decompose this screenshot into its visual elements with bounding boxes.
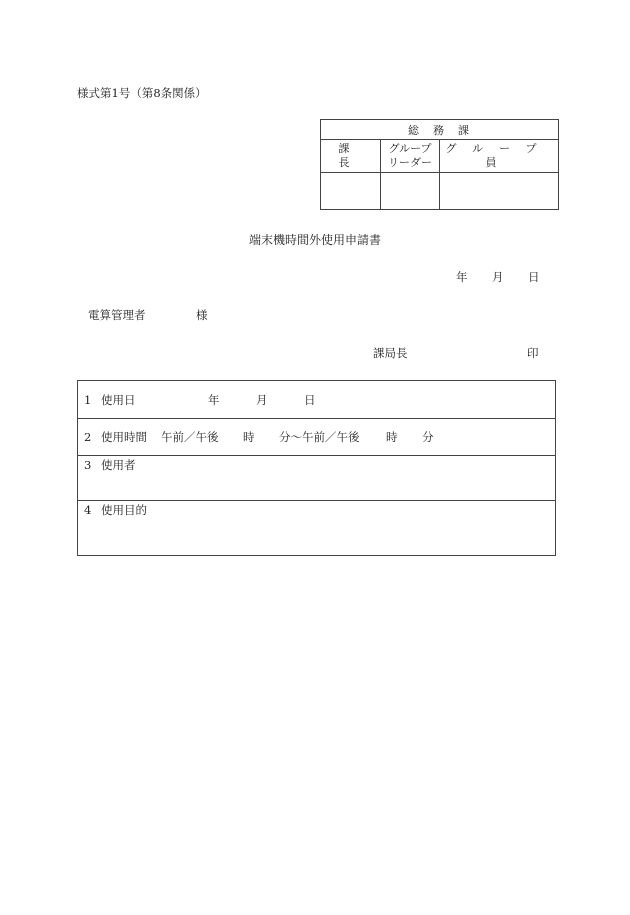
- use-date-year: 年: [208, 393, 220, 407]
- form-title: 端末機時間外使用申請書: [249, 233, 382, 247]
- stamp-box-group-leader[interactable]: [381, 173, 440, 210]
- use-time-hour-2: 時: [386, 430, 398, 444]
- applicant-label: 課局長: [373, 346, 408, 360]
- use-time-minute-1: 分〜午前／午後: [279, 430, 360, 444]
- item-label: 使用時間: [101, 430, 147, 444]
- addressee-honorific: 様: [196, 308, 208, 322]
- item-number: 2: [84, 430, 92, 444]
- stamp-header: 総務課: [321, 120, 559, 140]
- use-time-minute-2: 分: [422, 430, 434, 444]
- item-number: 3: [84, 458, 92, 472]
- stamp-col-group-leader: グループ リーダー: [381, 140, 440, 173]
- use-time-start-ampm: 午前／午後: [161, 430, 219, 444]
- use-time-hour-1: 時: [243, 430, 255, 444]
- stamp-box-section-chief[interactable]: [321, 173, 381, 210]
- date-day: 日: [528, 270, 540, 284]
- use-date-day: 日: [304, 393, 316, 407]
- stamp-col-section-chief: 課 長: [321, 140, 381, 173]
- date-year: 年: [456, 270, 468, 284]
- item-purpose[interactable]: [78, 500, 555, 555]
- item-label: 使用日: [101, 393, 136, 407]
- addressee-name: 電算管理者: [88, 308, 146, 322]
- form-id: 様式第1号（第8条関係）: [77, 86, 207, 100]
- item-use-date[interactable]: [78, 381, 555, 419]
- item-number: 1: [84, 393, 92, 407]
- applicant-seal: 印: [527, 346, 539, 360]
- stamp-box-group-member[interactable]: [440, 173, 559, 210]
- approval-stamp-table: [320, 119, 559, 210]
- item-user[interactable]: [78, 455, 555, 501]
- date-month: 月: [492, 270, 504, 284]
- item-number: 4: [84, 503, 92, 517]
- item-use-time[interactable]: [78, 418, 555, 456]
- use-date-month: 月: [256, 393, 268, 407]
- application-items-box: [77, 380, 556, 556]
- item-label: 使用者: [101, 458, 136, 472]
- stamp-col-group-member: グループ員: [440, 140, 559, 173]
- item-label: 使用目的: [101, 503, 147, 517]
